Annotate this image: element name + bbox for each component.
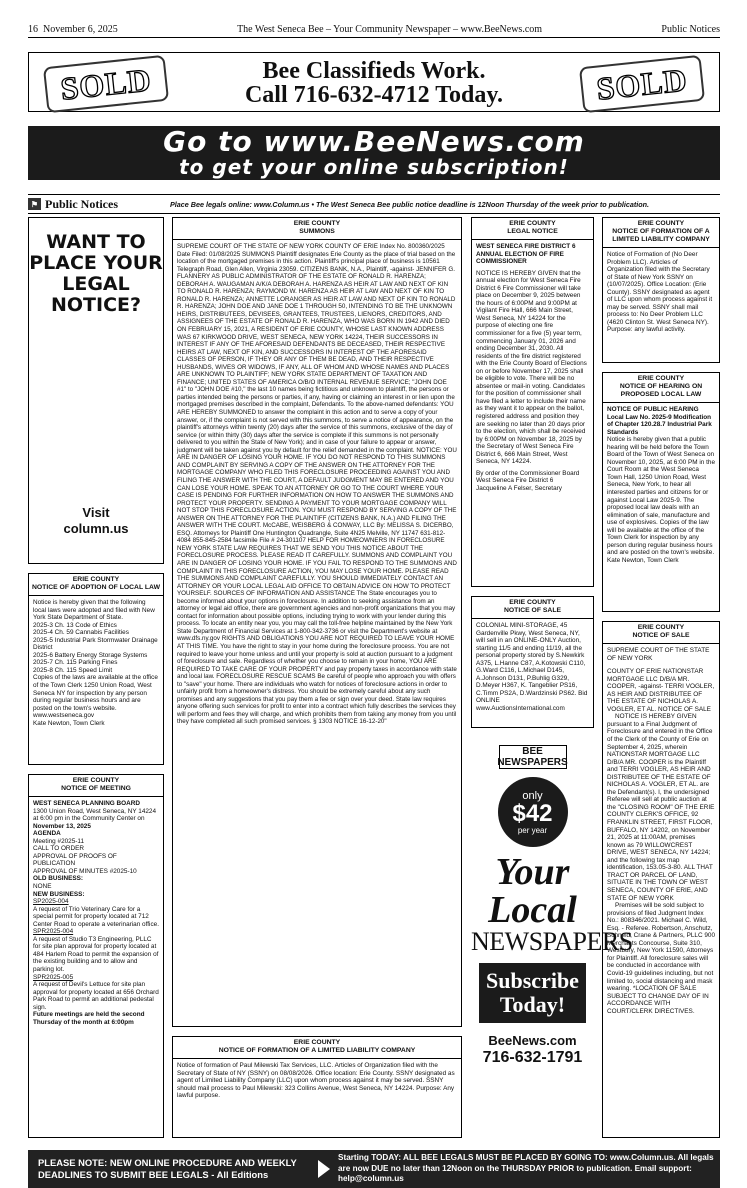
notice-body: Notice is hereby given that a public hearing will be held before the Town Board of the Town of West Seneca on November 10, 2025, at 6:00 PM in the Court Room at the West Seneca Town Hall, 1250 Union Road, West Seneca, New York, to hear all interested parties and citizens for or against Local Law 2025-9. The proposed local law deals with an elimination of sale, manufacture and use of explosives. Copies of the law will be available at the office of the Town Clerk for inspection by any person during regular business hours and are posted on the town's website. <box>607 436 715 557</box>
web-banner-line1: Go to www.BeeNews.com <box>163 125 585 158</box>
footer-bar <box>28 1150 720 1188</box>
hearing-title: NOTICE OF PUBLIC HEARING Local Law No. 2025-9 Modification of Chapter 120.28.7 Industrial Park Standards <box>607 406 712 436</box>
notice-sale-mini-storage <box>471 596 594 728</box>
section-name: Public Notices <box>661 23 720 35</box>
want-title: WANT TO PLACE YOUR LEGAL NOTICE? <box>29 231 163 316</box>
local-law-list <box>33 622 159 675</box>
local-law-item: 2025-7 Ch. 115 Parking Fines <box>33 659 118 667</box>
meeting-intro: 1300 Union Road, West Seneca, NY 14224 at 6:00 pm in the Community Center on November 13, 2025 <box>33 807 157 830</box>
classified-banner[interactable] <box>28 52 720 112</box>
notice-head: ERIE COUNTY NOTICE OF SALE <box>472 597 593 619</box>
notice-body: Notice of formation of Paul Milewski Tax Services, LLC. Articles of Organization filed with the Secretary of State of NY (SSNY) on 08/08/2026. Office location: Erie County. SSNY designated as agent of Limited Liability Company (LLC) upon whom process against it may be served. SSNY should mail process to Paul Milewski: 323 Collins Avenue, West Seneca, NY 14224. Purpose: Any lawful purpose. <box>177 1062 455 1100</box>
notice-adoption-local-law <box>28 573 164 765</box>
page-header <box>28 21 720 38</box>
notice-meeting <box>28 774 164 1138</box>
ad-your: Your <box>495 851 570 893</box>
business-item-id: SPR2025-005 <box>33 973 74 981</box>
local-law-item: 2025-3 Ch. 13 Code of Ethics <box>33 621 117 629</box>
notice-signature: Jacqueline A Felser, Secretary <box>476 484 562 492</box>
web-banner-line2: to get your online subscription! <box>179 155 569 179</box>
notice-body: Premises will be sold subject to provisions of filed Judgment Index No.: 808346/2021. Michael C. Wild, Esq. - Referee. Robertson, Anschutz, Schneid, Crane & Partners, PLLC 900 Merchants Concourse, Suite 310, Westbury, New York 11590, Attorneys for Plaintiff. All foreclosure sales will be conducted in accordance with Covid-19 guidelines including, but not limited to, social distancing and mask wearing. *LOCATION OF SALE SUBJECT TO CHANGE DAY OF IN ACCORDANCE WITH COURT/CLERK DIRECTIVES. <box>607 902 715 1015</box>
meeting-footer: Future meetings are held the second Thursday of the month at 6:00pm <box>33 1011 145 1026</box>
public-notices-logo: ⚑ Public Notices <box>28 197 170 212</box>
visit-column[interactable]: Visit column.us <box>63 505 129 536</box>
business-item-text: A request of Devil's Lettuce for site plan approval for property located at 656 Orchard Park Road to permit an additional pedestal sign. <box>33 981 159 1011</box>
notice-head: ERIE COUNTY NOTICE OF FORMATION OF A LIMITED LIABILITY COMPANY <box>173 1037 461 1059</box>
notice-head: ERIE COUNTY NOTICE OF SALE <box>603 622 719 644</box>
footer-note: PLEASE NOTE: NEW ONLINE PROCEDURE AND WEEKLY DEADLINES TO SUBMIT BEE LEGALS - All Editions <box>38 1157 297 1180</box>
local-law-item: 2025-4 Ch. 59 Cannabis Facilities <box>33 629 129 637</box>
notice-signature: Kate Newton, Town Clerk <box>33 719 105 727</box>
agenda-line: CALL TO ORDER <box>33 845 85 853</box>
notice-head: ERIE COUNTY NOTICE OF HEARING ON PROPOSED LOCAL LAW <box>603 373 719 403</box>
notice-sale-court <box>602 621 720 1138</box>
agenda-line: Meeting #2025-11 <box>33 837 85 845</box>
subscribe-today[interactable]: Subscribe Today! <box>479 963 586 1023</box>
notice-order: By order of the Commissioner Board <box>476 469 580 477</box>
business-item-text: A request of Studio T3 Engineering, PLLC for site plan approval for property located at 484 Harlem Road to permit the expansion of the existing building and to allow and parking lot. <box>33 935 159 974</box>
fire-title: WEST SENECA FIRE DISTRICT 6 ANNUAL ELECTION OF FIRE COMMISSIONER <box>476 243 576 266</box>
ad-phone: 716-632-1791 <box>482 1049 583 1066</box>
agenda-line: APPROVAL OF MINUTES #2025-10 <box>33 867 137 875</box>
notice-body: Notice is hereby given that the following local laws were adopted and filed with New York State Department of State. <box>33 599 155 622</box>
public-notices-bar <box>28 194 720 214</box>
classified-text: Bee Classifieds Work. Call 716-632-4712 Today. <box>244 58 504 108</box>
old-business: OLD BUSINESS: <box>33 875 84 883</box>
notice-hearing <box>602 372 720 612</box>
notice-body: SUPREME COURT OF THE STATE OF NEW YORK <box>607 647 710 662</box>
notice-signature: West Seneca Fire District 6 <box>476 477 554 485</box>
ad-url[interactable]: BeeNews.com <box>488 1033 577 1048</box>
business-item-id: SPR2025-004 <box>33 928 74 936</box>
deadline-note: Place Bee legals online: www.Column.us • The West Seneca Bee public notice deadline is 12Noon Thursday of the week prior to publication. <box>170 199 649 209</box>
notice-head: ERIE COUNTY NOTICE OF MEETING <box>29 775 163 797</box>
local-law-item: 2025-6 Battery Energy Storage Systems <box>33 651 148 659</box>
notice-llc-paul-milewski <box>172 1036 462 1138</box>
notice-head: ERIE COUNTY SUMMONS <box>173 218 461 240</box>
ad-newspapers: NEWSPAPERS <box>471 927 633 956</box>
summons-text: SUPREME COURT OF THE STATE OF NEW YORK COUNTY OF ERIE Index No. 800360/2025 Date Filed: 01/08/2025 SUMMONS Plaintiff designates Erie County as the place of trial based on the location of the mortgaged premises in this action. Plaintiff's principal place of business is 10561 Telegraph Road, Glen Allen, Virginia 23059. CITIZENS BANK, N.A., Plaintiff, -against- JENNIFER G. FLANNERY AS PUBLIC ADMINISTRATOR OF THE ESTATE OF RONALD R. HARENZA; DEBORAH A. WAUGAMAN A/K/A DEBORAH A. HARENZA AS HEIR AT LAW AND NEXT OF KIN TO RONALD R. HARENZA; RAYMOND W. HARENZA AS HEIR AT LAW AND NEXT OF KIN TO RONALD R. HARENZA; ANNETTE LORANGER AS HEIR AT LAW AND NEXT OF KIN TO RONALD R. HARENZA; JOHN DOE AND JANE DOE 1 THROUGH 50, INTENDING TO BE THE UNKNOWN HEIRS, DISTRIBUTEES, DEVISEES, GRANTEES, TRUSTEES, LIENORS, CREDITORS, AND ASSIGNEES OF THE ESTATE OF RONALD R. HARENZA, WHO WAS BORN IN 1942 AND DIED ON FEBRUARY 15, 2021, A RESIDENT OF ERIE COUNTY, WHOSE LAST KNOWN ADDRESS WAS 67 KIRKWOOD DRIVE, WEST SENECA, NEW YORK 14224, THEIR SUCCESSORS IN INTEREST IF ANY OF THE AFORESAID DEFENDANTS BE DECEASED, THEIR RESPECTIVE HEIRS AT LAW, NEXT OF KIN, AND SUCCESSORS IN INTEREST OF THE AFORESAID CLASSES OF PERSON, IF THEY OR ANY OF THEM BE DEAD, AND THEIR RESPECTIVE HUSBANDS, WIVES OR WIDOWS, IF ANY, ALL OF WHOM AND WHOSE NAMES AND PLACES ARE UNKNOWN TO PLAINTIFF; NEW YORK STATE DEPARTMENT OF TAXATION AND FINANCE; UNITED STATES OF AMERICA O/B/O INTERNAL REVENUE SERVICE; "JOHN DOE #1" to "JOHN DOE #10," the last 10 names being fictitious and unknown to plaintiff, the persons or parties intended being the persons or parties, if any, having or claiming an interest in or lien upon the mortgaged premises described in the complaint, Defendants. To the above-named defendants: YOU ARE HEREBY SUMMONED to answer the complaint in this action and to serve a copy of your answer, or, if the complaint is not served with this summons, to serve a notice of appearance, on the plaintiff's attorneys within twenty (20) days after the service of this summons, exclusive of the day of service (or within thirty (30) days after the service is complete if this summons is not personally delivered to you within the State of New York); and in case of your failure to appear or answer, judgment will be taken against you by default for the relief demanded in the complaint. NOTICE: YOU ARE IN DANGER OF LOSING YOUR HOME. IF YOU DO NOT RESPOND TO THIS SUMMONS AND COMPLAINT BY SERVING A COPY OF THE ANSWER ON THE ATTORNEY FOR THE MORTGAGE COMPANY WHO FILED THIS FORECLOSURE PROCEEDING AGAINST YOU AND FILING THE ANSWER WITH THE COURT, A DEFAULT JUDGMENT MAY BE ENTERED AND YOU CAN LOSE YOUR HOME. SPEAK TO AN ATTORNEY OR GO TO THE COURT WHERE YOUR CASE IS PENDING FOR FURTHER INFORMATION ON HOW TO ANSWER THE SUMMONS AND PROTECT YOUR PROPERTY. SENDING A PAYMENT TO YOUR MORTGAGE COMPANY WILL NOT STOP THIS FORECLOSURE ACTION. YOU MUST RESPOND BY SERVING A COPY OF THE ANSWER ON THE ATTORNEY FOR THE PLAINTIFF (CITIZENS BANK, N.A.) AND FILING THE ANSWER WITH THE COURT. McCABE, WEISBERG & CONWAY, LLC By: MELISSA S. DICERBO, ESQ. Attorneys for Plaintiff One Huntington Quadrangle, Suite 4N25 Melville, NY 11747 631-812-4084 855-845-2584 facsimile File # 24-301107 HELP FOR HOMEOWNERS IN FORECLOSURE NEW YORK STATE LAW REQUIRES THAT WE SEND YOU THIS NOTICE ABOUT THE FORECLOSURE PROCESS. PLEASE READ IT CAREFULLY. SUMMONS AND COMPLAINT YOU ARE IN DANGER OF LOSING YOUR HOME. IF YOU FAIL TO RESPOND TO THE SUMMONS AND COMPLAINT IN THIS FORECLOSURE ACTION, YOU MAY LOSE YOUR HOME. PLEASE READ THE SUMMONS AND COMPLAINT CAREFULLY. YOU SHOULD IMMEDIATELY CONTACT AN ATTORNEY OR YOUR LOCAL LEGAL AID OFFICE TO OBTAIN ADVICE ON HOW TO PROTECT YOURSELF. SOURCES OF INFORMATION AND ASSISTANCE The State encourages you to become informed about your options in foreclosure. In addition to seeking assistance from an attorney or legal aid office, there are government agencies and non-profit organizations that you may contact for information about possible options, including trying to work with your lender during this process. To locate an entity near you, you may call the toll-free helpline maintained by the New York State Department of Financial Services at 1-800-342-3736 or visit the Department's website at www.dfs.ny.gov RIGHTS AND OBLIGATIONS YOU ARE NOT REQUIRED TO LEAVE YOUR HOME AT THIS TIME. You have the right to stay in your home during the foreclosure process. You are not required to leave your home unless and until your property is sold at auction pursuant to a judgment of foreclosure and sale. Regardless of whether you choose to remain in your home, YOU ARE REQUIRED TO TAKE CARE OF YOUR PROPERTY and pay property taxes in accordance with state and local law. FORECLOSURE RESCUE SCAMS Be careful of people who approach you with offers to "save" your home. There are individuals who watch for notices of foreclosure actions in order to unfairly profit from a homeowner's distress. You should be extremely careful about any such promises and any suggestions that you pay them a fee or sign over your deed. State law requires anyone offering such services for profit to enter into a contract which fully describes the services they will perform and fees they will charge, and which prohibits them from taking any money from you until they have completed all such promised services. § 1303 NOTICE 16-12-20" <box>177 243 457 726</box>
want-to-place-box[interactable] <box>28 217 164 564</box>
notice-body: COUNTY OF ERIE NATIONSTAR MORTGAGE LLC D/B/A MR. COOPER, -against- TERRI VOGLER, AS HEIR AND DISTRIBUTEE OF THE ESTATE OF NICHOLAS A. VOGLER, ET AL. NOTICE OF SALE <box>607 668 715 713</box>
notice-body: Notice of Formation of (No Deer Problem LLC). Articles of Organization filed with the Secretary of State of New York SSNY on (10/07/2025). Office Location: (Erie County). SSNY designated as agent of LLC upon whom process against it may be served. SSNY shall mail process to: No Deer Problem LLC (4620 Clinton St. West Seneca NY). Purpose: any lawful activity. <box>607 251 713 334</box>
notice-signature: Kate Newton, Town Clerk <box>607 556 679 564</box>
old-business-none: NONE <box>33 883 52 891</box>
new-business-items <box>33 898 159 1011</box>
agenda-lines <box>33 838 159 876</box>
arrow-right-icon <box>318 1160 330 1178</box>
notice-head: ERIE COUNTY NOTICE OF FORMATION OF A LIMITED LIABILITY COMPANY <box>603 218 719 248</box>
notice-summons <box>172 217 462 1027</box>
agenda-title: AGENDA <box>33 830 61 838</box>
bee-icon: ⚑ <box>28 198 41 210</box>
business-item-id: SP2025-004 <box>33 898 69 906</box>
sold-stamp-left: SOLD <box>43 55 169 114</box>
board-name: WEST SENECA PLANNING BOARD <box>33 800 140 807</box>
local-law-item: 2025-8 Ch. 115 Speed Limit <box>33 666 113 674</box>
notice-body: NOTICE IS HEREBY GIVEN that the annual election for West Seneca Fire District 6 Fire Commissioner will take place on December 9, 2025 between the hours of 6:00PM and 9:00PM at Vigilant Fire Hall, 666 Main Street, West Seneca, NY 14224 for the purpose of electing one fire commissioner for a five (5) year term, commencing January 01, 2026 and ending December 31, 2030. All residents of the fire district registered with the Erie County Board of Elections on or before November 17, 2025 shall be eligible to vote. There will be no absentee or mail-in voting. Candidates for the position of commissioner shall have filed a letter to include their name as they want it to appear on the ballot, registered address and position they are seeking no later than 20 days prior to the election, which shall be received by 6:00PM on November 18, 2025 by the Secretary of West Seneca Fire District 6, 666 Main Street, West Seneca, NY 14224. <box>476 269 587 466</box>
subscription-ad[interactable] <box>471 737 633 1132</box>
notice-body: COLONIAL MINI-STORAGE, 45 Gardenville Pkwy, West Seneca, NY, will sell in an ONLINE-ONLY Auction, starting 11/5 and ending 11/19, all the personal property stored by S.Newkirk A375, L.Hanne C87, A.Kotowski C110, G.Ward C116, L.Michael D145, A.Johnson D131, P.Buhlig G329, D.Meyer H367, K. Tangeblier PS16, C.Timm PS2A, D.Wardzinski PS62. Bid ONLINE www.AuctionsInternational.com <box>476 622 588 713</box>
page-date: 16 November 6, 2025 <box>28 23 118 35</box>
price-burst: only $42 per year <box>498 777 568 847</box>
footer-deadline: Starting TODAY: ALL BEE LEGALS MUST BE PLACED BY GOING TO: www.Column.us. All legals are now DUE no later than 12Noon on the THURSDAY PRIOR to publication. Email support: help@column.us <box>338 1153 714 1184</box>
notice-body: Copies of the laws are available at the office of the Town Clerk 1250 Union Road, West Seneca NY for inspection by any person during regular business hours and are posted on the town's website. www.westseneca.gov <box>33 674 158 720</box>
local-law-item: 2025-5 Industrial Park Stormwater Drainage District <box>33 636 158 652</box>
bee-newspapers-logo: BEE NEWSPAPERS <box>497 746 568 768</box>
notice-fire-district <box>471 217 594 587</box>
notice-llc-no-deer <box>602 217 720 363</box>
notice-head: ERIE COUNTY NOTICE OF ADOPTION OF LOCAL LAW <box>29 574 163 596</box>
notice-head: ERIE COUNTY LEGAL NOTICE <box>472 218 593 240</box>
web-subscription-banner[interactable] <box>28 126 720 180</box>
ad-local: Local <box>488 889 577 931</box>
business-item-text: A request of Trio Veterinary Care for a special permit for property located at 712 Center Road to operate a veterinarian office. <box>33 905 159 928</box>
new-business: NEW BUSINESS: <box>33 890 85 898</box>
notice-body: NOTICE IS HEREBY GIVEN pursuant to a Final Judgment of Foreclosure and entered in the Office of the Clerk of the County of Erie on September 4, 2025, wherein NATIONSTAR MORTGAGE LLC D/B/A MR. COOPER is the Plaintiff and TERRI VOGLER, AS HEIR AND DISTRIBUTEE OF THE ESTATE OF NICHOLAS A. VOGLER, ET AL. are the Defendant(s). I, the undersigned Referee will sell at public auction at the "CLOSING ROOM" OF THE ERIE COUNTY CLERK'S OFFICE, 92 FRANKLIN STREET, FIRST FLOOR, BUFFALO, NY 14202, on November 21, 2025 at 11:00AM, premises known as 79 WILLOWCREST DRIVE, WEST SENECA, NY 14224; and the following tax map identification, 153.05-3-80. ALL THAT TRACT OR PARCEL OF LAND, SITUATE IN THE TOWN OF WEST SENECA, COUNTY OF ERIE, AND STATE OF NEW YORK <box>607 713 715 902</box>
sold-stamp-right: SOLD <box>579 55 705 114</box>
agenda-line: APPROVAL OF PROOFS OF PUBLICATION <box>33 852 117 868</box>
paper-name: The West Seneca Bee – Your Community Newspaper – www.BeeNews.com <box>237 23 543 35</box>
